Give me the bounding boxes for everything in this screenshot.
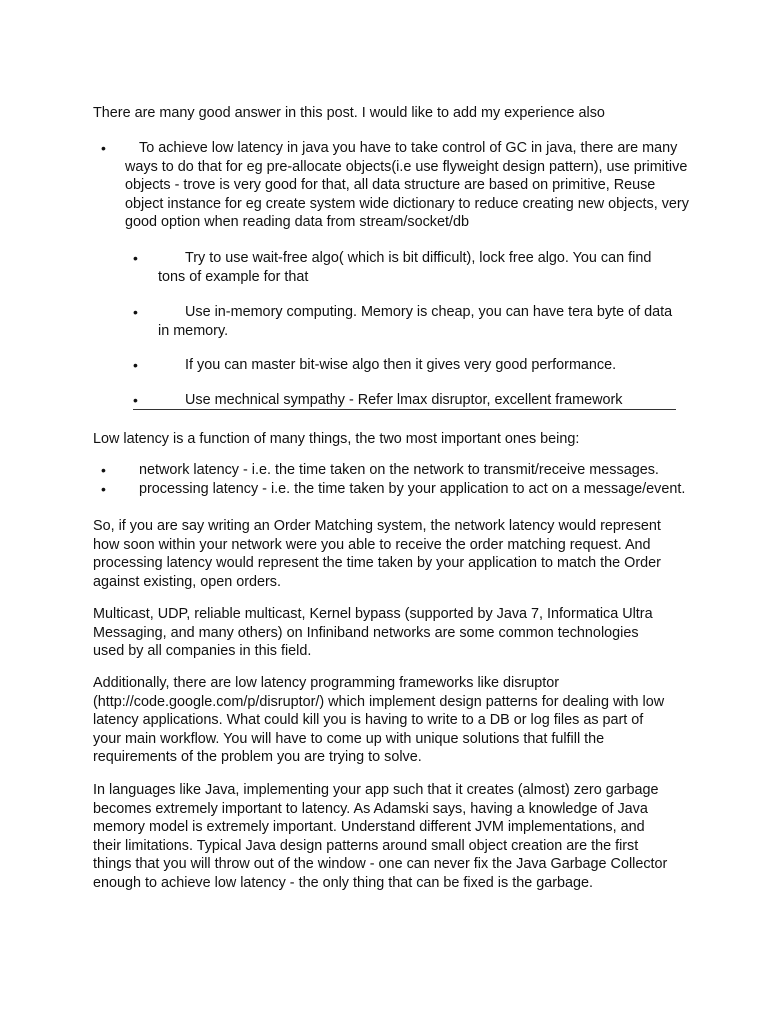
main-bullet-text: To achieve low latency in java you have to take control of GC in java, there are many ways to do that for eg pre-allocate objects(i.e use flyweight design pattern), use primitive objects - trove is very good for that, all data structure are based on primitive, Reuse object instance for eg create system wide dictionary to reduce creating new objects, very good option when reading data from stream/socket/db [125, 140, 689, 231]
bullet-icon: • [101, 140, 106, 156]
bullet-icon: • [133, 304, 138, 320]
bullet-icon: • [133, 357, 138, 373]
bullet-icon: • [133, 250, 138, 266]
bullet-icon: • [101, 462, 106, 478]
paragraph-java-garbage: In languages like Java, implementing your app such that it creates (almost) zero garbage becomes extremely important to latency. As Adamski says, having a knowledge of Java memory model is extremely important. Understand different JVM implementations, and their limitations. Typical Java design patterns around small object creation are the first things that you will throw out of the window - one can never fix the Java Garbage Collector enough to achieve low latency - the only thing that can be fixed is the garbage. [93, 782, 668, 891]
latency-bullet-text: network latency - i.e. the time taken on the network to transmit/receive messages. [139, 462, 659, 478]
paragraph-multicast: Multicast, UDP, reliable multicast, Kernel bypass (supported by Java 7, Informatica Ultra Messaging, and many others) on Infiniband networks are some common technologies used by all companies in this field. [93, 606, 653, 660]
latency-bullet-text: processing latency - i.e. the time taken by your application to act on a message/event. [139, 481, 686, 497]
sub-bullet-text: Use mechnical sympathy - Refer lmax disruptor, excellent framework [185, 392, 623, 408]
paragraph-order-matching: So, if you are say writing an Order Matching system, the network latency would represent how soon within your network were you able to receive the order matching request. And processing latency would represent the time taken by your application to match the Order against existing, open orders. [93, 518, 661, 590]
horizontal-rule [133, 409, 676, 410]
bullet-icon: • [133, 392, 138, 408]
sub-bullet-text: If you can master bit-wise algo then it gives very good performance. [185, 357, 617, 373]
intro-text: There are many good answer in this post. I would like to add my experience also [93, 105, 605, 121]
sub-bullet-text: Use in-memory computing. Memory is cheap, you can have tera byte of data in memory. [158, 304, 673, 339]
sub-bullet-text: Try to use wait-free algo( which is bit difficult), lock free algo. You can find tons of example for that [158, 250, 652, 285]
bullet-icon: • [101, 481, 106, 497]
paragraph-frameworks: Additionally, there are low latency programming frameworks like disruptor (http://code.google.com/p/disruptor/) which implement design patterns for dealing with low latency applications. What could kill you is having to write to a DB or log files as part of your main workflow. You will have to come up with unique solutions that fulfill the requirements of the problem you are trying to solve. [93, 675, 665, 766]
low-latency-intro: Low latency is a function of many things, the two most important ones being: [93, 431, 580, 447]
